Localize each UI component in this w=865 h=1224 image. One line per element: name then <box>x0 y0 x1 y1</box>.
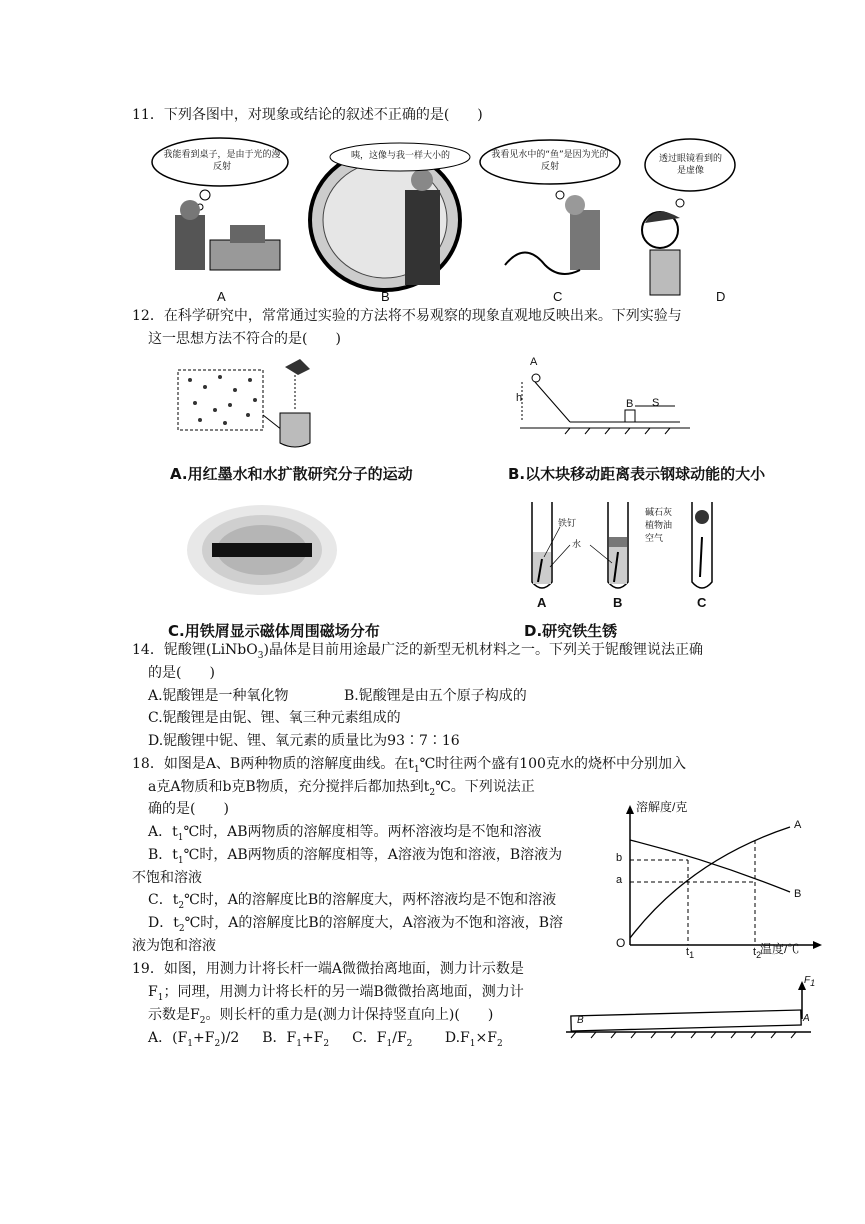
q14-option-b: B.铌酸锂是由五个原子构成的 <box>344 688 527 704</box>
q12-caption-b: B.以木块移动距离表示钢球动能的大小 <box>508 465 766 483</box>
graph-t2-tick: $t_2$ <box>753 946 762 961</box>
fig-d-air-label: 空气 <box>645 533 664 543</box>
q19-option-b: B．$F_1+F_2$ <box>262 1030 330 1049</box>
fig-force-label: $F_1$ <box>804 975 816 988</box>
q19-options <box>148 1029 503 1053</box>
graph-ylabel: 溶解度/克 <box>636 800 688 814</box>
graph-origin: O <box>616 936 626 950</box>
q14-option-c: C.铌酸锂是由铌、锂、氧三种元素组成的 <box>148 710 401 726</box>
solubility-curves <box>610 800 825 960</box>
fig-b-label-a: A <box>530 356 538 368</box>
q12-stem-2: 这一思想方法不符合的是( ) <box>148 331 341 347</box>
curve-b-label: B <box>794 888 802 900</box>
q19-stem-3: 示数是$F_2$。则长杆的重力是(测力计保持竖直向上)( ) <box>148 1007 494 1026</box>
q12-fig-c <box>182 500 342 600</box>
solubility-graph <box>610 800 825 960</box>
q12-caption-c: C.用铁屑显示磁体周围磁场分布 <box>168 622 380 640</box>
q12-fig-b <box>510 356 710 437</box>
q12-stem-1: 12．在科学研究中，常常通过实验的方法将不易观察的现象直观地反映出来。下列实验与 <box>132 308 682 324</box>
q18-stem-3: 确的是( ) <box>148 801 229 817</box>
q19-option-c: C．$F_1/F_2$ <box>352 1030 413 1049</box>
fig-d-tube-a: A <box>537 595 547 610</box>
fig-d-desiccant-label: 碱石灰 <box>645 507 673 517</box>
bubble-c: 我看见水中的“鱼”是因为光的反射 <box>491 150 609 172</box>
fig-end-b-label: B <box>577 1015 584 1026</box>
graph-t1-tick: $t_1$ <box>686 946 695 961</box>
graph-b-tick: b <box>616 852 623 864</box>
q19-stem-2: $F_1$；同理，用测力计将长杆的另一端B微微抬离地面，测力计 <box>148 984 524 1003</box>
lever-diagram <box>566 975 816 1040</box>
q12-fig-a <box>170 355 330 455</box>
q18-stem-1: 18．如图是A、B两种物质的溶解度曲线。在$t_1℃$时往两个盛有100克水的烧杯中分别加入 <box>132 756 686 775</box>
fig-b-label-s: S <box>652 397 660 409</box>
fig-d-oil-label: 植物油 <box>645 520 673 530</box>
q19-figure <box>566 975 816 1040</box>
graph-a-tick: a <box>616 874 623 886</box>
q11-label-a: A <box>217 289 226 304</box>
rust-tubes-diagram <box>520 497 730 609</box>
graph-xlabel: 温度/℃ <box>760 942 800 956</box>
q18-option-b-cont: 不饱和溶液 <box>132 870 202 886</box>
q11-label-b: B <box>381 289 390 304</box>
bubble-a: 我能看到桌子，是由于光的漫反射 <box>163 150 281 172</box>
q14-stem-1: 14．铌酸锂(LiNbO$_3$)晶体是目前用途最广泛的新型无机材料之一。下列关于铌酸锂说法正确 <box>132 642 703 661</box>
q19-stem-1: 19．如图，用测力计将长杆一端A微微抬离地面，测力计示数是 <box>132 961 524 977</box>
q18-stem-2: a克A物质和b克B物质，充分搅拌后都加热到$t_2℃$。下列说法正 <box>148 779 535 798</box>
fig-d-tube-c: C <box>697 595 707 610</box>
fig-b-label-b: B <box>626 398 634 410</box>
magnet-field-diagram <box>182 500 342 600</box>
q18-option-c: C．$t_2℃$时，A的溶解度比B的溶解度大，两杯溶液均是不饱和溶液 <box>148 892 557 911</box>
fig-d-nail-label: 铁钉 <box>558 518 577 528</box>
q14-option-d: D.铌酸锂中铌、锂、氧元素的质量比为93∶7∶16 <box>148 733 460 749</box>
q18-option-d: D．$t_2℃$时，A的溶解度比B的溶解度大，A溶液为不饱和溶液，B溶 <box>148 915 564 934</box>
q11-figure <box>150 135 740 300</box>
q12-fig-d <box>520 497 730 609</box>
q11-label-d: D <box>716 289 726 304</box>
diffusion-diagram <box>170 355 330 455</box>
ramp-diagram <box>510 362 710 437</box>
q14-stem-2: 的是( ) <box>148 665 215 681</box>
q12-caption-d: D.研究铁生锈 <box>524 622 618 640</box>
q11-stem: 11．下列各图中，对现象或结论的叙述不正确的是( ) <box>132 107 483 123</box>
q11-label-c: C <box>553 289 563 304</box>
fig-d-tube-b: B <box>613 595 623 610</box>
fig-b-label-h: h <box>516 392 523 404</box>
curve-a-label: A <box>794 819 802 831</box>
q19-option-a: A．$(F_1+F_2)/2$ <box>148 1030 240 1049</box>
fig-end-a-label: A <box>803 1013 810 1024</box>
q18-option-d-cont: 液为饱和溶液 <box>132 938 216 954</box>
q12-caption-a: A.用红墨水和水扩散研究分子的运动 <box>170 465 413 483</box>
q18-option-b: B．$t_1℃$时，AB两物质的溶解度相等，A溶液为饱和溶液，B溶液为 <box>148 847 563 866</box>
q14-option-a: A.铌酸锂是一种氧化物 <box>148 688 289 704</box>
q18-option-a: A．$t_1℃$时，AB两物质的溶解度相等。两杯溶液均是不饱和溶液 <box>148 824 542 843</box>
bubble-d: 透过眼镜看到的是虚像 <box>658 154 722 176</box>
bubble-b: 咦，这像与我一样大小的 <box>350 151 450 161</box>
fig-d-water-label: 水 <box>572 539 582 549</box>
q19-option-d: $D.F_1\times F_2$ <box>444 1030 503 1049</box>
